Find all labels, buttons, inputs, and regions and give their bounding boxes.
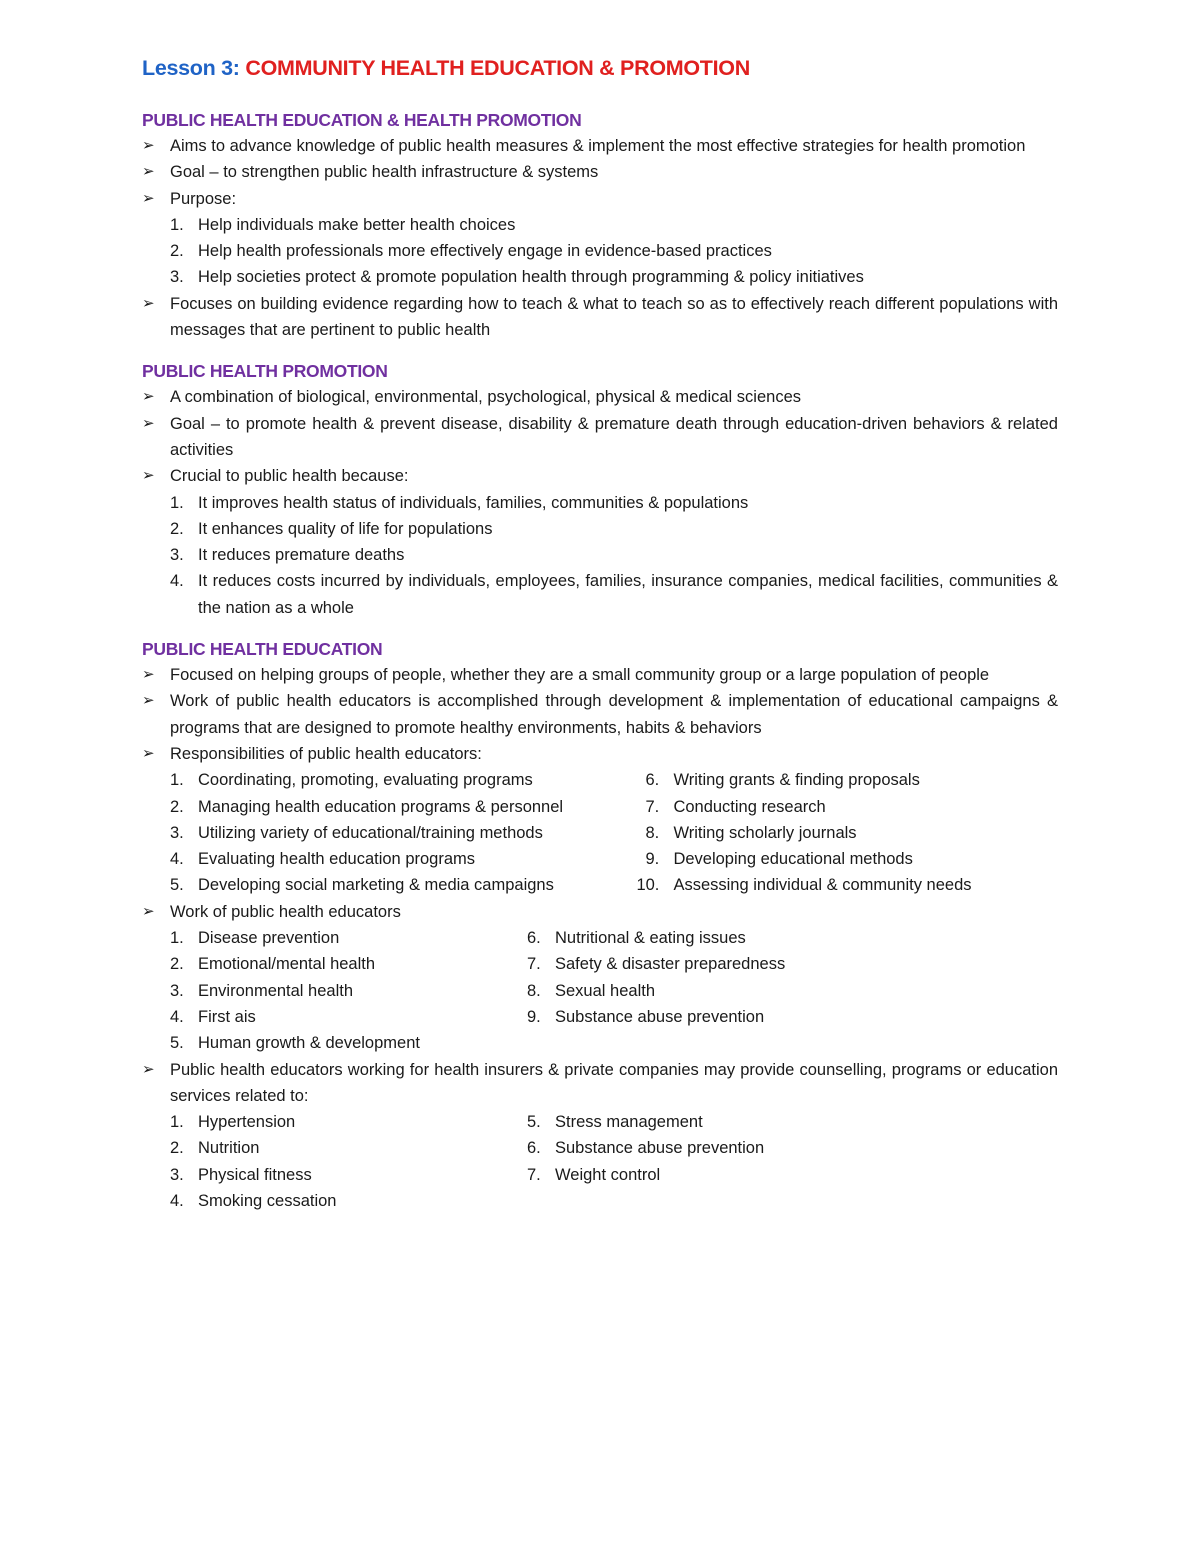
lesson-topic: COMMUNITY HEALTH EDUCATION & PROMOTION <box>245 56 750 80</box>
list-item: 2. Nutrition <box>170 1139 260 1158</box>
arrow-bullet-icon: ➢ <box>142 1060 155 1078</box>
responsibilities-list <box>170 767 1058 898</box>
bullet-item: ➢ Focused on helping groups of people, whether they are a small community group or a large population of people <box>142 662 1058 688</box>
list-item: 7. Conducting research <box>645 797 826 816</box>
section-education-and-promotion <box>142 107 1058 343</box>
list-item: 3. It reduces premature deaths <box>170 546 405 565</box>
arrow-bullet-icon: ➢ <box>142 189 155 207</box>
list-item: 10. Assessing individual & community needs <box>636 876 972 895</box>
list-item: 6. Substance abuse prevention <box>527 1139 765 1158</box>
section-health-education <box>142 636 1058 1214</box>
reasons-list <box>170 490 1058 621</box>
list-item: 2. Emotional/mental health <box>170 955 376 974</box>
list-item: 1. Disease prevention <box>170 929 340 948</box>
list-item: 4. Smoking cessation <box>170 1191 337 1210</box>
list-item: 8. Writing scholarly journals <box>645 823 857 842</box>
work-list <box>170 925 1058 1056</box>
section-heading: PUBLIC HEALTH PROMOTION <box>142 361 388 382</box>
arrow-bullet-icon: ➢ <box>142 692 155 710</box>
list-item: 8. Sexual health <box>527 981 655 1000</box>
bullet-item: ➢ Responsibilities of public health educators: 1. Coordinating, promoting, evaluating programs 2. Managing health education programs & personnel 3. Utilizing variety of educational/training methods 4. Evaluating health education programs 5. Developing social marketing & media campaigns 6. Writing grants & finding proposals 7. Conducting research 8. Writing scholarly journals 9. Developing educational methods 10. Assessing individual & community needs <box>142 741 1058 899</box>
list-item: 6. Writing grants & finding proposals <box>645 771 920 790</box>
list-item: 7. Safety & disaster preparedness <box>527 955 786 974</box>
bullet-item: ➢ Aims to advance knowledge of public health measures & implement the most effective strategies for health promotion <box>142 133 1058 159</box>
list-item: 5. Stress management <box>527 1113 703 1132</box>
list-item: 3. Utilizing variety of educational/training methods <box>170 823 543 842</box>
bullet-item: ➢ Crucial to public health because: 1. It improves health status of individuals, families, communities & populations 2. It enhances quality of life for populations 3. It reduces premature deaths 4. It reduces costs incurred by individuals, employees, families, insurance companies, medical facilities, communities & the nation as a whole <box>142 463 1058 621</box>
arrow-bullet-icon: ➢ <box>142 163 155 181</box>
lesson-number: Lesson 3: <box>142 56 240 80</box>
bullet-item: ➢ Work of public health educators 1. Disease prevention 2. Emotional/mental health 3. Environmental health 4. First ais 5. Human growth & development 6. Nutritional & eating issues 7. Safety & disaster preparedness 8. Sexual health 9. Substance abuse prevention <box>142 899 1058 1057</box>
purpose-list <box>170 212 1058 291</box>
list-item: 3. Environmental health <box>170 981 354 1000</box>
list-item: 5. Developing social marketing & media campaigns <box>170 876 554 895</box>
arrow-bullet-icon: ➢ <box>142 744 155 762</box>
document-content <box>142 56 1058 1229</box>
bullet-item: ➢ Purpose: 1. Help individuals make better health choices 2. Help health professionals more effectively engage in evidence-based practices 3. Help societies protect & promote population health through programming & policy initiatives <box>142 186 1058 291</box>
lesson-title <box>142 56 1058 81</box>
list-item: 9. Developing educational methods <box>645 850 913 869</box>
list-item: 5. Human growth & development <box>170 1034 420 1053</box>
bullet-item: ➢ Focuses on building evidence regarding how to teach & what to teach so as to effectively reach different populations with messages that are pertinent to public health <box>142 291 1058 344</box>
bullet-item: ➢ Goal – to promote health & prevent disease, disability & premature death through education-driven behaviors & related activities <box>142 411 1058 464</box>
list-item: 7. Weight control <box>527 1165 661 1184</box>
bullet-item: ➢ Goal – to strengthen public health infrastructure & systems <box>142 159 1058 185</box>
list-item: 2. Help health professionals more effectively engage in evidence-based practices <box>170 242 772 261</box>
list-item: 4. Evaluating health education programs <box>170 850 476 869</box>
list-item: 2. It enhances quality of life for populations <box>170 519 493 538</box>
list-item: 1. Coordinating, promoting, evaluating programs <box>170 771 533 790</box>
services-list <box>170 1109 1058 1214</box>
list-item: 2. Managing health education programs & personnel <box>170 797 564 816</box>
arrow-bullet-icon: ➢ <box>142 902 155 920</box>
section-heading: PUBLIC HEALTH EDUCATION & HEALTH PROMOTION <box>142 110 582 130</box>
list-item: 4. It reduces costs incurred by individuals, employees, families, insurance companies, medical facilities, communities & the nation as a whole <box>170 572 1058 617</box>
bullet-item: ➢ A combination of biological, environmental, psychological, physical & medical sciences <box>142 384 1058 410</box>
arrow-bullet-icon: ➢ <box>142 388 155 406</box>
section-heading: PUBLIC HEALTH EDUCATION <box>142 639 383 660</box>
bullet-item: ➢ Public health educators working for health insurers & private companies may provide counselling, programs or education services related to: 1. Hypertension 2. Nutrition 3. Physical fitness 4. Smoking cessation 5. Stress management 6. Substance abuse prevention 7. Weight control <box>142 1057 1058 1215</box>
list-item: 3. Physical fitness <box>170 1165 312 1184</box>
list-item: 1. It improves health status of individuals, families, communities & populations <box>170 493 749 512</box>
arrow-bullet-icon: ➢ <box>142 414 155 432</box>
list-item: 1. Help individuals make better health choices <box>170 215 516 234</box>
list-item: 1. Hypertension <box>170 1113 296 1132</box>
arrow-bullet-icon: ➢ <box>142 666 155 684</box>
list-item: 4. First ais <box>170 1007 256 1026</box>
arrow-bullet-icon: ➢ <box>142 467 155 485</box>
list-item: 3. Help societies protect & promote population health through programming & policy initiatives <box>170 268 864 287</box>
list-item: 6. Nutritional & eating issues <box>527 929 746 948</box>
bullet-item: ➢ Work of public health educators is accomplished through development & implementation of educational campaigns & programs that are designed to promote healthy environments, habits & behaviors <box>142 688 1058 741</box>
list-item: 9. Substance abuse prevention <box>527 1007 765 1026</box>
arrow-bullet-icon: ➢ <box>142 137 155 154</box>
section-health-promotion <box>142 358 1058 621</box>
arrow-bullet-icon: ➢ <box>142 294 155 312</box>
